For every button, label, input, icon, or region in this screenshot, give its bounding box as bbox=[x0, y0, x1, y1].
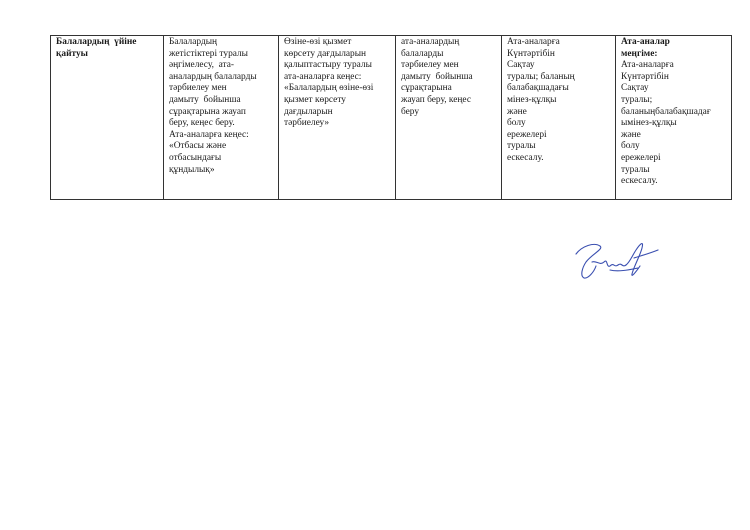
cell-text-line: қалыптастыру туралы bbox=[284, 60, 372, 71]
signature-icon bbox=[570, 232, 662, 284]
cell-text-line: құндылық» bbox=[169, 164, 215, 175]
table-cell-friday bbox=[616, 36, 732, 200]
table-cell-wednesday bbox=[396, 36, 502, 200]
cell-text-line: балабақшадағы bbox=[507, 83, 569, 94]
cell-text-line: дағдыларын bbox=[284, 106, 333, 117]
cell-text-line: Сақтау bbox=[507, 60, 535, 71]
cell-text-line: «Балалардың өзіне-өзі bbox=[284, 83, 374, 94]
table-cell-thursday bbox=[502, 36, 616, 200]
table-row bbox=[51, 36, 732, 200]
schedule-table bbox=[50, 35, 732, 200]
cell-text-line: болу bbox=[507, 118, 526, 129]
cell-text-line: отбасындағы bbox=[169, 152, 222, 163]
cell-text-line: қайтуы bbox=[56, 48, 88, 59]
cell-text-line: Ата-аналарға кеңес: bbox=[169, 129, 249, 140]
cell-text-line: балаларды bbox=[401, 48, 444, 59]
cell-text-line: туралы bbox=[507, 141, 536, 152]
cell-text-line: сұрақтарына bbox=[401, 83, 452, 94]
cell-text-line: ата-аналардың bbox=[401, 37, 460, 47]
cell-text-line: ережелері bbox=[621, 152, 661, 163]
cell-text-line: Ата-аналарға bbox=[621, 60, 674, 71]
cell-text-line: Сақтау bbox=[621, 83, 649, 94]
cell-text-line: беру bbox=[401, 106, 420, 117]
cell-text-line: және bbox=[621, 129, 641, 140]
cell-text-line: ескесалу. bbox=[507, 152, 544, 163]
cell-text-line: Ата-аналар bbox=[621, 37, 670, 47]
cell-text-line: дамыту бойынша bbox=[401, 71, 473, 82]
cell-text-line: Күнтәртібін bbox=[507, 48, 555, 59]
cell-text-line: беру, кеңес беру. bbox=[169, 118, 235, 129]
table-cell-activity bbox=[51, 36, 164, 200]
cell-text-line: туралы bbox=[621, 164, 650, 175]
cell-text-line: болу bbox=[621, 141, 640, 152]
cell-text-line: «Отбасы және bbox=[169, 141, 227, 152]
cell-text-line: көрсету дағдыларын bbox=[284, 48, 367, 59]
cell-text-line: жауап беру, кеңес bbox=[401, 94, 471, 105]
cell-text-line: туралы; bbox=[621, 94, 653, 105]
cell-text-line: баланыңбалабақшадағ bbox=[621, 106, 711, 117]
table-cell-tuesday bbox=[279, 36, 396, 200]
cell-text-line: тәрбиелеу мен bbox=[169, 83, 227, 94]
cell-text-line: Балалардың bbox=[169, 37, 218, 47]
cell-text-line: мінез-құлқы bbox=[507, 94, 557, 105]
cell-text-line: және bbox=[507, 106, 527, 117]
cell-text-line: ымінез-құлқы bbox=[621, 118, 677, 129]
cell-text-line: тәрбиелеу мен bbox=[401, 60, 459, 71]
cell-text-line: меңгіме: bbox=[621, 48, 658, 59]
cell-text-line: Өзіне-өзі қызмет bbox=[284, 37, 352, 47]
cell-text-line: сұрақтарына жауап bbox=[169, 106, 246, 117]
cell-text-line: әңгімелесу, ата- bbox=[169, 60, 235, 71]
cell-text-line: ережелері bbox=[507, 129, 547, 140]
cell-text-line: ескесалу. bbox=[621, 176, 658, 187]
cell-text-line: Күнтәртібін bbox=[621, 71, 669, 82]
cell-text-line: Балалардың үйіне bbox=[56, 37, 137, 47]
cell-text-line: туралы; баланың bbox=[507, 71, 575, 82]
cell-text-line: Ата-аналарға bbox=[507, 37, 560, 47]
cell-text-line: жетістіктері туралы bbox=[169, 48, 248, 59]
cell-text-line: дамыту бойынша bbox=[169, 94, 241, 105]
cell-text-line: қызмет көрсету bbox=[284, 94, 346, 105]
table-cell-monday bbox=[164, 36, 279, 200]
cell-text-line: аналардың балаларды bbox=[169, 71, 257, 82]
cell-text-line: ата-аналарға кеңес: bbox=[284, 71, 362, 82]
cell-text-line: тәрбиелеу» bbox=[284, 118, 330, 129]
